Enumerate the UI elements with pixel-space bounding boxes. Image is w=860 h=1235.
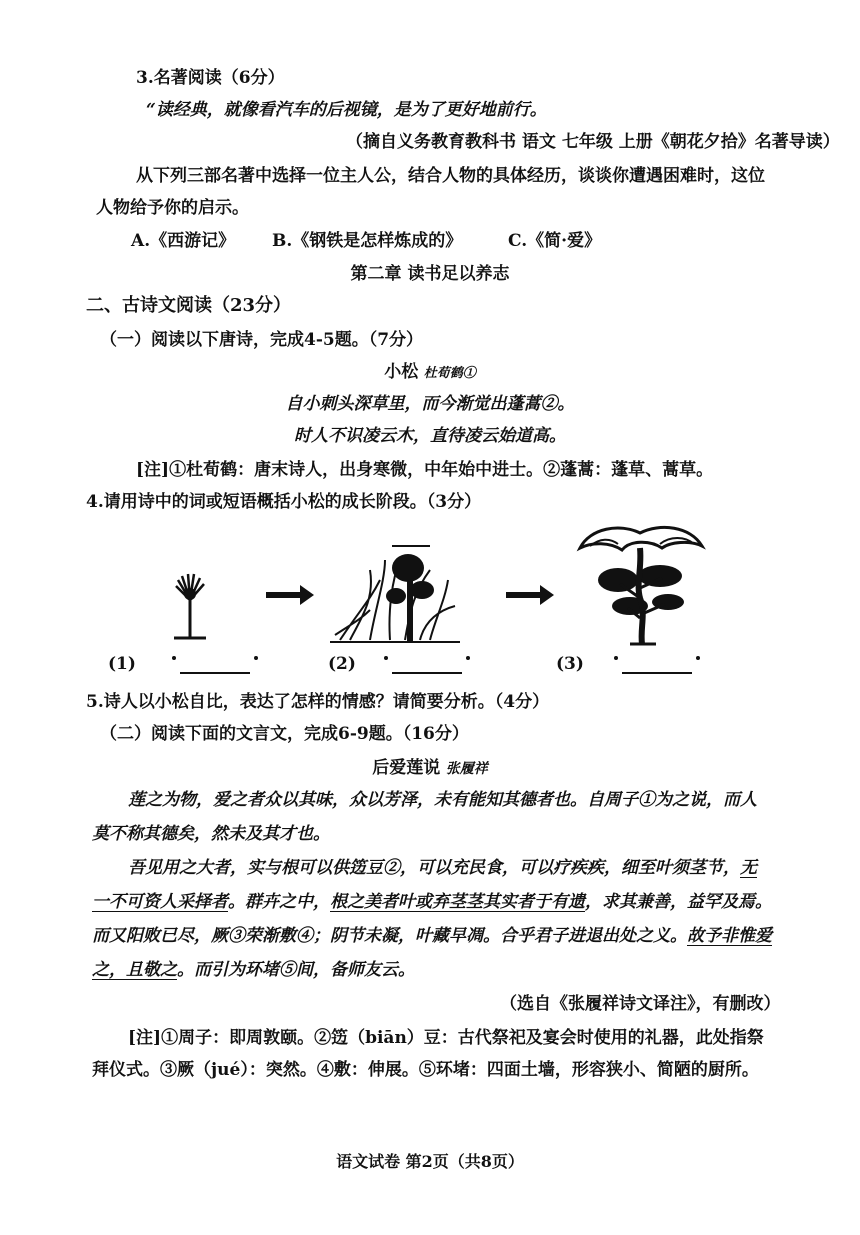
essay-p1-line2: 莫不称其德矣，然未及其才也。 bbox=[92, 824, 330, 844]
section2-part1: （一）阅读以下唐诗，完成4-5题。（7分） bbox=[100, 330, 424, 350]
q3-option-c: C.《简·爱》 bbox=[508, 231, 602, 251]
section2-title: 二、古诗文阅读（23分） bbox=[86, 295, 292, 316]
answer-blank-3[interactable] bbox=[556, 654, 700, 674]
essay-p2-text: ，求其兼善，益罕及焉。 bbox=[585, 892, 772, 912]
q3-title: 3.名著阅读（6分） bbox=[136, 68, 285, 88]
poem-author: 杜荀鹤① bbox=[423, 366, 476, 381]
q5-text: 5.诗人以小松自比，表达了怎样的情感？请简要分析。（4分） bbox=[86, 692, 550, 712]
blank-line bbox=[180, 654, 250, 674]
underlined-phrase: 之 bbox=[92, 960, 109, 980]
essay-p2-text: 。而引为环堵⑤间，备师友云。 bbox=[177, 960, 415, 980]
essay-p2-line2 bbox=[92, 890, 772, 914]
poem-title: 小松 bbox=[384, 362, 419, 382]
essay-title: 后爱莲说 bbox=[372, 758, 441, 778]
essay-p2-text: 吾见用之大者，实与根可以供笾豆②，可以充民食，可以疗疾疾，细至叶须茎节， bbox=[128, 858, 740, 878]
arrow-right-icon bbox=[266, 583, 316, 607]
essay-p2-line3 bbox=[92, 924, 772, 948]
essay-p2-line4 bbox=[92, 958, 415, 982]
essay-note-line1: [注]①周子：即周敦颐。②笾（biān）豆：古代祭祀及宴会时使用的礼器，此处指祭 bbox=[128, 1028, 764, 1048]
essay-p2-line1 bbox=[128, 856, 757, 880]
q3-prompt-line2: 人物给予你的启示。 bbox=[96, 198, 249, 218]
essay-p1-line1: 莲之为物，爱之者众以其味，众以芳泽，未有能知其德者也。自周子①为之说，而人 bbox=[128, 790, 757, 810]
essay-author: 张履祥 bbox=[445, 761, 488, 777]
pine-in-grass-illustration bbox=[330, 540, 460, 645]
blank-label-3: (3) bbox=[556, 654, 584, 674]
q3-prompt-line1: 从下列三部名著中选择一位主人公，结合人物的具体经历，谈谈你遭遇困难时，这位 bbox=[136, 166, 765, 186]
answer-blank-1[interactable] bbox=[108, 654, 258, 674]
q3-option-a: A.《西游记》 bbox=[131, 231, 236, 251]
underlined-phrase: 一不可资人采择者 bbox=[92, 892, 228, 912]
essay-p2-text: 而又阳败已尽，厥③荣渐敷④；阴节未凝，叶藏早凋。合乎君子进退出处之义。 bbox=[92, 926, 687, 946]
underlined-phrase: 故予非惟爱 bbox=[687, 926, 772, 946]
arrow-right-icon bbox=[506, 583, 556, 607]
poem-line2: 时人不识凌云木，直待凌云始道高。 bbox=[294, 426, 566, 446]
q3-option-b: B.《钢铁是怎样炼成的》 bbox=[272, 231, 463, 251]
essay-heading bbox=[0, 756, 860, 781]
essay-p2-text: 。群卉之中， bbox=[228, 892, 330, 912]
answer-blank-2[interactable] bbox=[328, 654, 470, 674]
poem-note: [注]①杜荀鹤：唐末诗人，出身寒微，中年始中进士。②蓬蒿：蓬草、蒿草。 bbox=[136, 460, 714, 480]
poem-heading bbox=[0, 360, 860, 386]
section2-part2: （二）阅读下面的文言文，完成6-9题。（16分） bbox=[100, 724, 469, 744]
blank-line bbox=[622, 654, 692, 674]
essay-source: （选自《张履祥诗文译注》，有删改） bbox=[500, 994, 781, 1014]
blank-label-1: (1) bbox=[108, 654, 136, 674]
blank-line bbox=[392, 654, 462, 674]
underlined-phrase: 根之美者叶或弃茎茎其实者于有遗 bbox=[330, 892, 585, 912]
seedling-illustration bbox=[160, 570, 220, 642]
tall-pine-illustration bbox=[570, 518, 710, 648]
essay-note-line2: 拜仪式。③厥（jué）：突然。④敷：伸展。⑤环堵：四面土墙，形容狭小、简陋的厨所。 bbox=[92, 1060, 759, 1080]
q3-source: （摘自义务教育教科书 语文 七年级 上册《朝花夕拾》名著导读） bbox=[346, 132, 840, 152]
chapter-title: 第二章 读书足以养志 bbox=[350, 264, 510, 284]
poem-line1: 自小刺头深草里，而今渐觉出蓬蒿②。 bbox=[285, 394, 575, 414]
q3-quote: “读经典，就像看汽车的后视镜，是为了更好地前行。 bbox=[146, 100, 547, 120]
q4-text: 4.请用诗中的词或短语概括小松的成长阶段。（3分） bbox=[86, 492, 482, 512]
blank-label-2: (2) bbox=[328, 654, 356, 674]
underlined-phrase: 无 bbox=[740, 858, 757, 878]
underlined-phrase: ，且敬之 bbox=[109, 960, 177, 980]
page-footer: 语文试卷 第2页（共8页） bbox=[336, 1152, 524, 1171]
